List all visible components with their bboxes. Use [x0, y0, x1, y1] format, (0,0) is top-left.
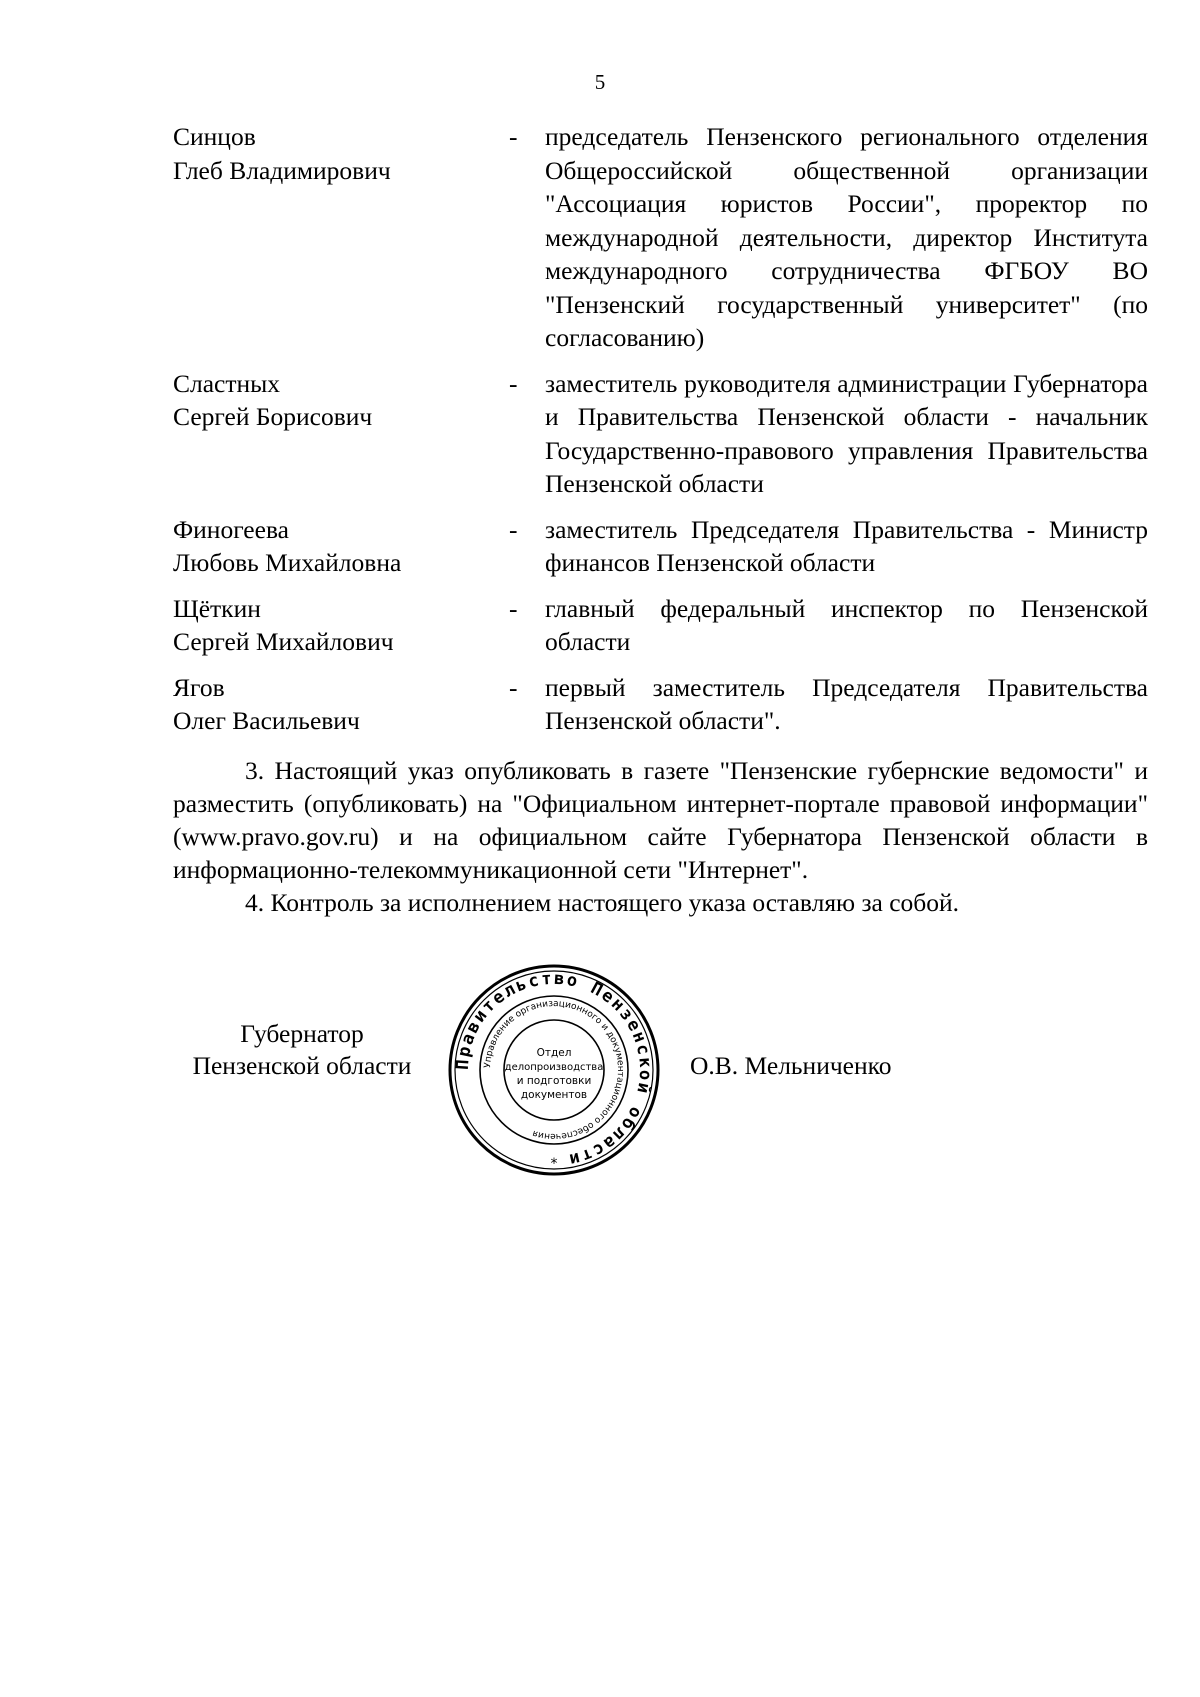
member-surname: Сластных	[173, 368, 281, 398]
member-role: заместитель руководителя администрации Губернатора и Правительства Пензенской области - начальник Государственно-правового управления Правительства Пензенской области	[545, 368, 1148, 498]
member-dash: -	[509, 514, 518, 544]
member-name	[173, 513, 509, 580]
member-row	[173, 120, 1148, 355]
seal-center-line2: делопроизводства	[504, 1062, 604, 1073]
signature-block	[0, 960, 1200, 1180]
member-given-name: Любовь Михайловна	[173, 548, 402, 577]
member-dash: -	[509, 122, 518, 151]
member-dash: -	[509, 593, 518, 623]
seal-center-line4: документов	[520, 1089, 588, 1101]
paragraph-publication: 3. Настоящий указ опубликовать в газете "Пензенские губернские ведомости" и разместить (опубликовать) на "Официальном интернет-портале правовой информации" (www.pravo.gov.ru) и на официальном сайте Губернатора Пензенской области в информационно-телекоммуникационной сети "Интернет".	[173, 756, 1148, 884]
decree-paragraphs	[173, 754, 1148, 919]
governor-title-line2: Пензенской области	[192, 1051, 412, 1080]
seal-center-line1: Отдел	[536, 1047, 572, 1059]
governor-name: О.В. Мельниченко	[690, 1051, 892, 1080]
member-given-name: Сергей Михайлович	[173, 627, 394, 656]
member-given-name: Олег Васильевич	[173, 706, 360, 735]
official-seal	[444, 960, 664, 1180]
member-row	[173, 671, 1148, 738]
member-role: первый заместитель Председателя Правительства Пензенской области".	[545, 672, 1148, 735]
member-role: председатель Пензенского регионального отделения Общероссийской общественной организации "Ассоциация юристов России", проректор по международной деятельности, директор Института международного сотрудничества ФГБОУ ВО "Пензенский государственный университет" (по согласованию)	[545, 122, 1148, 352]
member-name	[173, 367, 509, 501]
paragraph-control: 4. Контроль за исполнением настоящего указа оставляю за собой.	[245, 888, 960, 917]
member-role: главный федеральный инспектор по Пензенской области	[545, 593, 1148, 656]
seal-inner-ring-text: Управление организационного и документационного обеспечения	[482, 998, 626, 1142]
member-surname: Ягов	[173, 672, 225, 702]
member-surname: Щёткин	[173, 593, 261, 623]
member-surname: Финогеева	[173, 514, 289, 544]
member-given-name: Глеб Владимирович	[173, 155, 391, 185]
member-role: заместитель Председателя Правительства - Министр финансов Пензенской области	[545, 514, 1148, 577]
member-name	[173, 592, 509, 659]
page-number: 5	[594, 70, 606, 94]
member-given-name: Сергей Борисович	[173, 402, 373, 431]
governor-title-line1: Губернатор	[240, 1019, 364, 1048]
member-name	[173, 120, 509, 355]
member-surname: Синцов	[173, 122, 256, 151]
member-list	[173, 120, 1148, 738]
seal-outer-text: Правительство Пензенской области	[452, 968, 656, 1170]
member-dash: -	[509, 672, 518, 702]
seal-graphic	[444, 960, 664, 1180]
member-dash: -	[509, 368, 518, 398]
seal-center-line3: и подготовки	[516, 1075, 592, 1087]
member-row	[173, 367, 1148, 501]
member-row	[173, 592, 1148, 659]
governor-title	[172, 1018, 432, 1082]
seal-star-icon: *	[550, 1156, 558, 1172]
member-row	[173, 513, 1148, 580]
member-name	[173, 671, 509, 738]
